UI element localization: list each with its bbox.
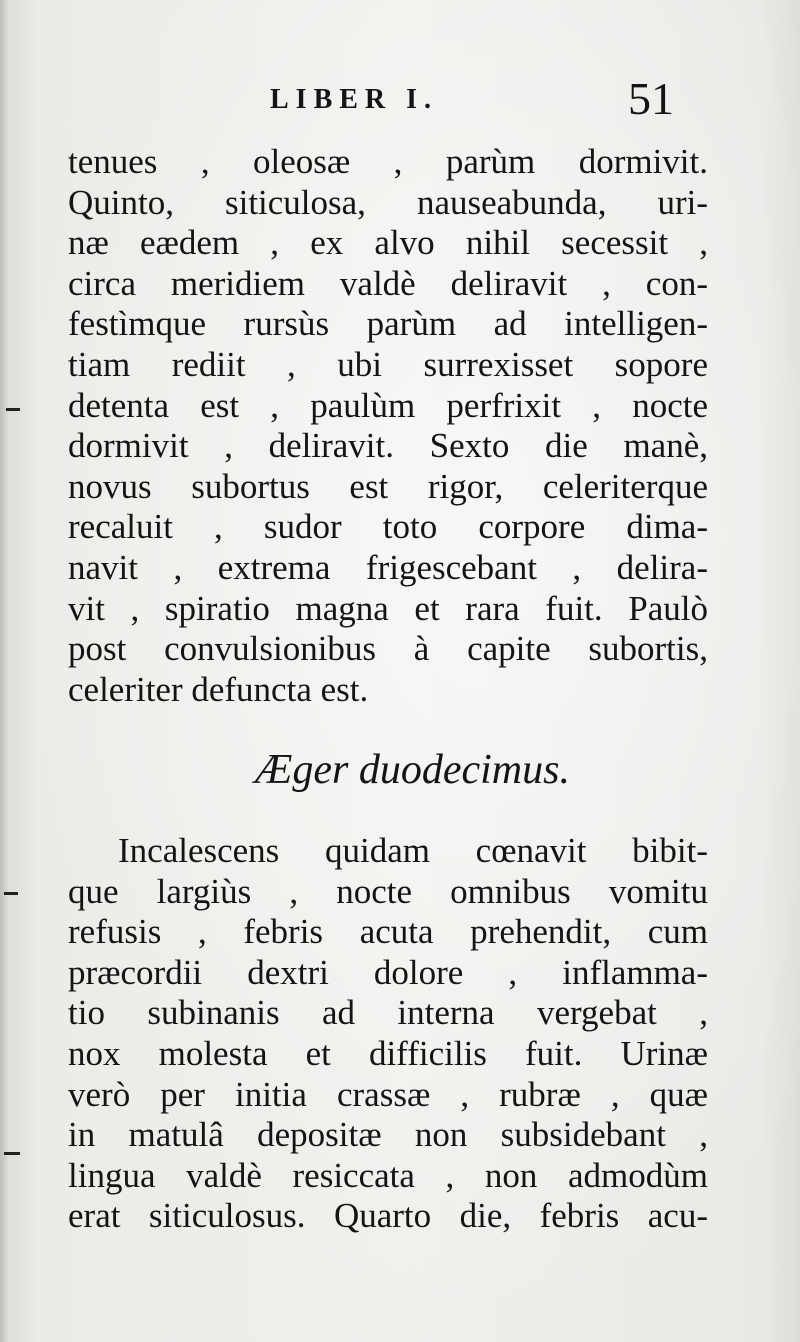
paragraph-2 — [68, 831, 708, 1237]
margin-mark — [4, 892, 18, 895]
text-line: vit , spiratio magna et rara fuit. Paulò — [68, 588, 708, 628]
text-line: dormivit , deliravit. Sexto die manè, — [68, 426, 708, 466]
text-line: Incalescens quidam cœnavit bibit- — [118, 831, 708, 870]
text-line: præcordii dextri dolore , inflamma- — [68, 952, 708, 992]
text-line: festìmque rursùs parùm ad intelligen- — [68, 304, 708, 344]
text-line: refusis , febris acuta prehendit, cum — [68, 912, 708, 952]
running-title: LIBER I. — [270, 84, 439, 115]
text-line: tenues , oleosæ , parùm dormivit. — [68, 142, 708, 181]
text-line: que largiùs , nocte omnibus vomitu — [68, 871, 708, 911]
text-line: recaluit , sudor toto corpore dima- — [68, 507, 708, 547]
running-head — [0, 73, 800, 128]
text-line: detenta est , paulùm perfrixit , nocte — [68, 385, 708, 425]
page-edge — [0, 0, 10, 1342]
text-line: verò per initia crassæ , rubræ , quæ — [68, 1074, 708, 1114]
page-number: 51 — [628, 73, 674, 124]
text-line: tiam rediit , ubi surrexisset sopore — [68, 344, 708, 384]
text-line: novus subortus est rigor, celeriterque — [68, 466, 708, 506]
text-line: celeriter defuncta est. — [68, 669, 369, 709]
margin-mark — [6, 408, 20, 411]
text-line: tio subinanis ad interna vergebat , — [68, 993, 708, 1033]
paragraph-1 — [68, 142, 708, 710]
section-heading: Æger duodecimus. — [255, 747, 570, 793]
text-line: lingua valdè resiccata , non admodùm — [68, 1155, 708, 1195]
margin-mark — [4, 1152, 20, 1155]
text-line: post convulsionibus à capite subortis, — [68, 629, 708, 669]
text-line: navit , extrema frigescebant , delira- — [68, 547, 708, 587]
text-line: erat siticulosus. Quarto die, febris acu- — [68, 1196, 708, 1236]
text-line: Quinto, siticulosa, nauseabunda, uri- — [68, 182, 708, 222]
text-line: nox molesta et difficilis fuit. Urinæ — [68, 1033, 708, 1073]
text-line: in matulâ depositæ non subsidebant , — [68, 1115, 708, 1155]
text-line: circa meridiem valdè deliravit , con- — [68, 263, 708, 303]
text-line: næ eædem , ex alvo nihil secessit , — [68, 223, 708, 263]
